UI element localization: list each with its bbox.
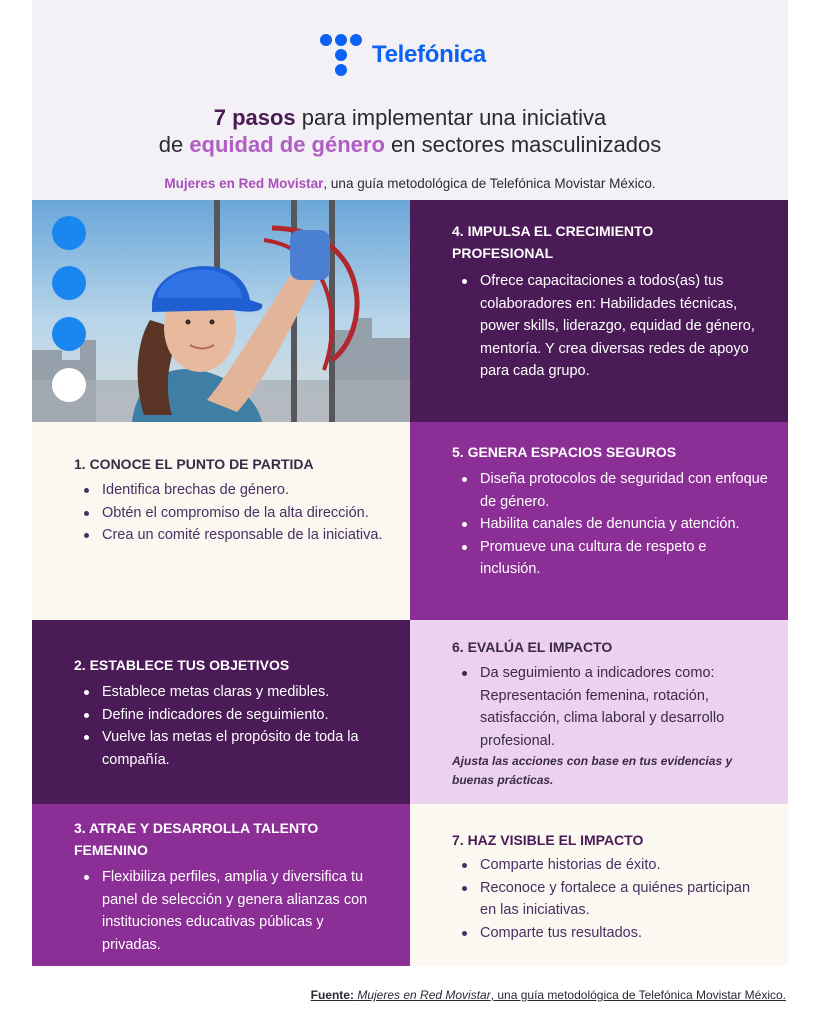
subtitle [32, 176, 788, 191]
list-item: Habilita canales de denuncia y atención. [480, 513, 770, 536]
section-4 [410, 200, 788, 422]
list-item: Establece metas claras y medibles. [102, 681, 392, 704]
section-2 [32, 620, 410, 804]
list-item: Da seguimiento a indicadores como: Representación femenina, rotación, satisfacción, clima laboral y desarrollo profesional. [480, 662, 772, 752]
footer-source [32, 988, 788, 1002]
hero-photo [32, 200, 410, 422]
list-item: Define indicadores de seguimiento. [102, 704, 392, 727]
footer-label: Fuente: [310, 988, 354, 1002]
list-item: Ofrece capacitaciones a todos(as) tus colaboradores en: Habilidades técnicas, power skills, liderazgo, equidad de género, mentoría. Y crea diversas redes de apoyo para cada grupo. [480, 270, 770, 383]
infographic [32, 0, 788, 1024]
section-title: 2. ESTABLECE TUS OBJETIVOS [74, 657, 290, 673]
section-list [102, 681, 392, 771]
footer-source-title: Mujeres en Red Movistar [357, 988, 491, 1002]
header [32, 0, 788, 200]
title-bold-2: equidad de género [189, 132, 385, 157]
title-rest-1: para implementar una iniciativa [295, 105, 607, 130]
dot-icon [52, 216, 86, 250]
logo-text: Telefónica [372, 41, 486, 68]
section-title: 1. CONOCE EL PUNTO DE PARTIDA [74, 456, 314, 472]
list-item: Comparte tus resultados. [480, 922, 770, 945]
subtitle-bold: Mujeres en Red Movistar [164, 176, 324, 191]
telefonica-dots-icon [318, 32, 364, 78]
list-item: Crea un comité responsable de la iniciativa. [102, 524, 392, 547]
section-list [102, 866, 382, 956]
section-7 [410, 804, 788, 966]
footer-rest: , una guía metodológica de Telefónica Movistar México. [490, 988, 786, 1002]
section-title: 3. ATRAE Y DESARROLLA TALENTO FEMENINO [74, 820, 319, 858]
woman-technician-hardhat-photo [32, 200, 410, 422]
section-title: 6. EVALÚA EL IMPACTO [452, 639, 613, 655]
section-title: 7. HAZ VISIBLE EL IMPACTO [452, 832, 644, 848]
list-item: Flexibiliza perfiles, amplia y diversifica tu panel de selección y genera alianzas con instituciones educativas públicas y privadas. [102, 866, 382, 956]
list-item: Promueve una cultura de respeto e inclusión. [480, 536, 770, 581]
page-title [32, 104, 788, 158]
section-list [480, 662, 772, 752]
list-item: Identifica brechas de género. [102, 479, 392, 502]
section-title: 4. IMPULSA EL CRECIMIENTO PROFESIONAL [452, 223, 654, 261]
list-item: Comparte historias de éxito. [480, 854, 770, 877]
dot-icon [52, 266, 86, 300]
dot-icon [52, 368, 86, 402]
list-item: Vuelve las metas el propósito de toda la compañía. [102, 726, 392, 771]
section-list [480, 270, 770, 383]
section-list [102, 479, 392, 547]
list-item: Obtén el compromiso de la alta dirección. [102, 502, 392, 525]
title-rest-2: en sectores masculinizados [384, 132, 662, 157]
section-title: 5. GENERA ESPACIOS SEGUROS [452, 444, 677, 460]
section-list [480, 854, 770, 944]
subtitle-rest: , una guía metodológica de Telefónica Movistar México. [323, 176, 656, 191]
dot-icon [52, 317, 86, 351]
title-bold-1: 7 pasos [213, 105, 296, 130]
section-5 [410, 422, 788, 620]
section-1 [32, 422, 410, 620]
telefonica-logo [318, 32, 486, 78]
title-start-2: de [158, 132, 190, 157]
section-note: Ajusta las acciones con base en tus evidencias y buenas prácticas. [452, 754, 733, 787]
section-3 [32, 804, 410, 966]
section-6 [410, 620, 788, 804]
list-item: Diseña protocolos de seguridad con enfoque de género. [480, 468, 770, 513]
section-list [480, 468, 770, 581]
list-item: Reconoce y fortalece a quiénes participan en las iniciativas. [480, 877, 770, 922]
